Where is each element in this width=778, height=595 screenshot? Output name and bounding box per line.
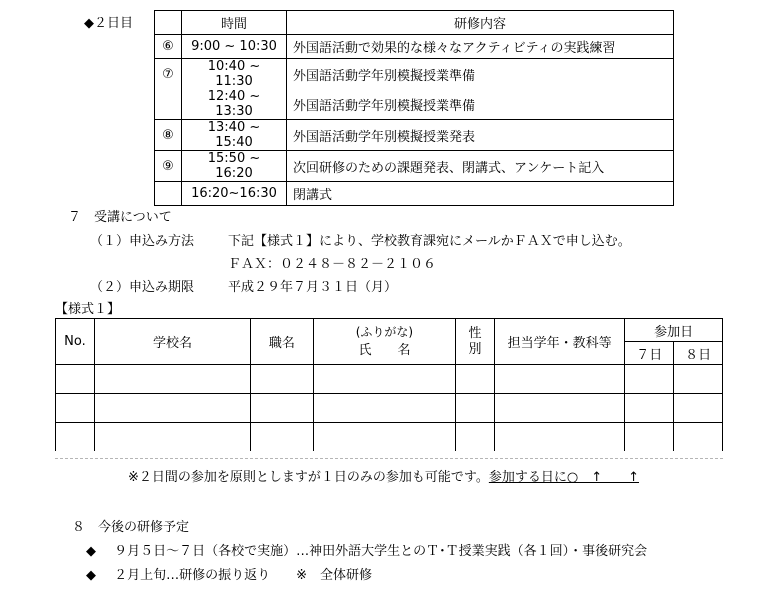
attendance-note — [128, 466, 639, 485]
col-school: 学校名 — [94, 319, 250, 365]
section7-heading: ７ 受講について — [68, 210, 172, 225]
application-form-table — [55, 318, 723, 451]
schedule-header-row — [155, 11, 674, 35]
session-content: 閉講式 — [287, 182, 674, 206]
bullet-icon: ◆ — [86, 544, 96, 559]
table-row — [155, 182, 674, 206]
header-time: 時間 — [182, 11, 287, 35]
plan-item-text: ２月上旬…研修の振り返り ※ 全体研修 — [114, 568, 373, 583]
note-underlined: 参加する日に○ ↑ ↑ — [488, 470, 639, 485]
session-time: 12:40 ~ 13:30 — [182, 89, 287, 120]
table-row — [56, 365, 723, 394]
col-attend: 参加日 — [625, 319, 723, 342]
deadline-label: （２）申込み期限 — [90, 280, 195, 295]
section8-heading: ８ 今後の研修予定 — [72, 520, 190, 535]
session-time: 9:00 ~ 10:30 — [182, 35, 287, 59]
session-time: 13:40 ~ 15:40 — [182, 120, 287, 151]
session-content: 外国語活動学年別模擬授業準備 — [287, 89, 674, 120]
schedule-table — [154, 10, 674, 206]
table-row — [155, 120, 674, 151]
session-content: 外国語活動学年別模擬授業発表 — [287, 120, 674, 151]
col-gender — [456, 319, 495, 365]
table-row — [155, 59, 674, 90]
session-content: 次回研修のための課題発表、閉講式、アンケート記入 — [287, 151, 674, 182]
col-day8: ８日 — [674, 342, 723, 365]
gender-label-1: 性 — [468, 325, 482, 341]
session-number — [155, 89, 182, 120]
session-time: 16:20~16:30 — [182, 182, 287, 206]
session-time: 15:50 ~ 16:20 — [182, 151, 287, 182]
col-position: 職名 — [251, 319, 314, 365]
page-cut-line — [55, 458, 723, 459]
plan-item-text: ９月５日～７日（各校で実施）…神田外語大学生とのＴ･Ｔ授業実践（各１回）・事後研究会 — [114, 544, 648, 559]
col-grade: 担当学年・教科等 — [494, 319, 624, 365]
deadline-text: 平成２９年７月３１日（月） — [228, 280, 398, 295]
session-time: 10:40 ~ 11:30 — [182, 59, 287, 90]
day2-label: ◆２日目 — [84, 16, 133, 31]
furigana-label: (ふりがな) — [355, 325, 414, 339]
table-row — [56, 423, 723, 452]
gender-label-2: 別 — [468, 341, 482, 357]
plan-item-2 — [86, 564, 372, 583]
session-number: ⑥ — [155, 35, 182, 59]
form-header-row — [56, 319, 723, 342]
session-content: 外国語活動で効果的な様々なアクティビティの実践練習 — [287, 35, 674, 59]
session-content: 外国語活動学年別模擬授業準備 — [287, 59, 674, 90]
bullet-icon: ◆ — [86, 568, 96, 583]
table-row — [155, 89, 674, 120]
session-number: ⑨ — [155, 151, 182, 182]
method-label: （１）申込み方法 — [90, 234, 195, 249]
form-title: 【様式１】 — [55, 302, 121, 317]
table-row — [155, 151, 674, 182]
note-text: ※２日間の参加を原則としますが１日のみの参加も可能です。 — [128, 470, 489, 485]
col-name — [313, 319, 455, 365]
col-day7: ７日 — [625, 342, 674, 365]
session-number: ⑦ — [155, 59, 182, 90]
session-number: ⑧ — [155, 120, 182, 151]
plan-item-1 — [86, 540, 647, 559]
session-number — [155, 182, 182, 206]
table-row — [155, 35, 674, 59]
header-content: 研修内容 — [287, 11, 674, 35]
name-label: 氏 名 — [358, 343, 411, 358]
col-no: No. — [56, 319, 95, 365]
fax-number: ＦＡＸ：０２４８－８２－２１０６ — [228, 257, 437, 272]
table-row — [56, 394, 723, 423]
method-text: 下記【様式１】により、学校教育課宛にメールかＦＡＸで申し込む。 — [228, 234, 631, 249]
